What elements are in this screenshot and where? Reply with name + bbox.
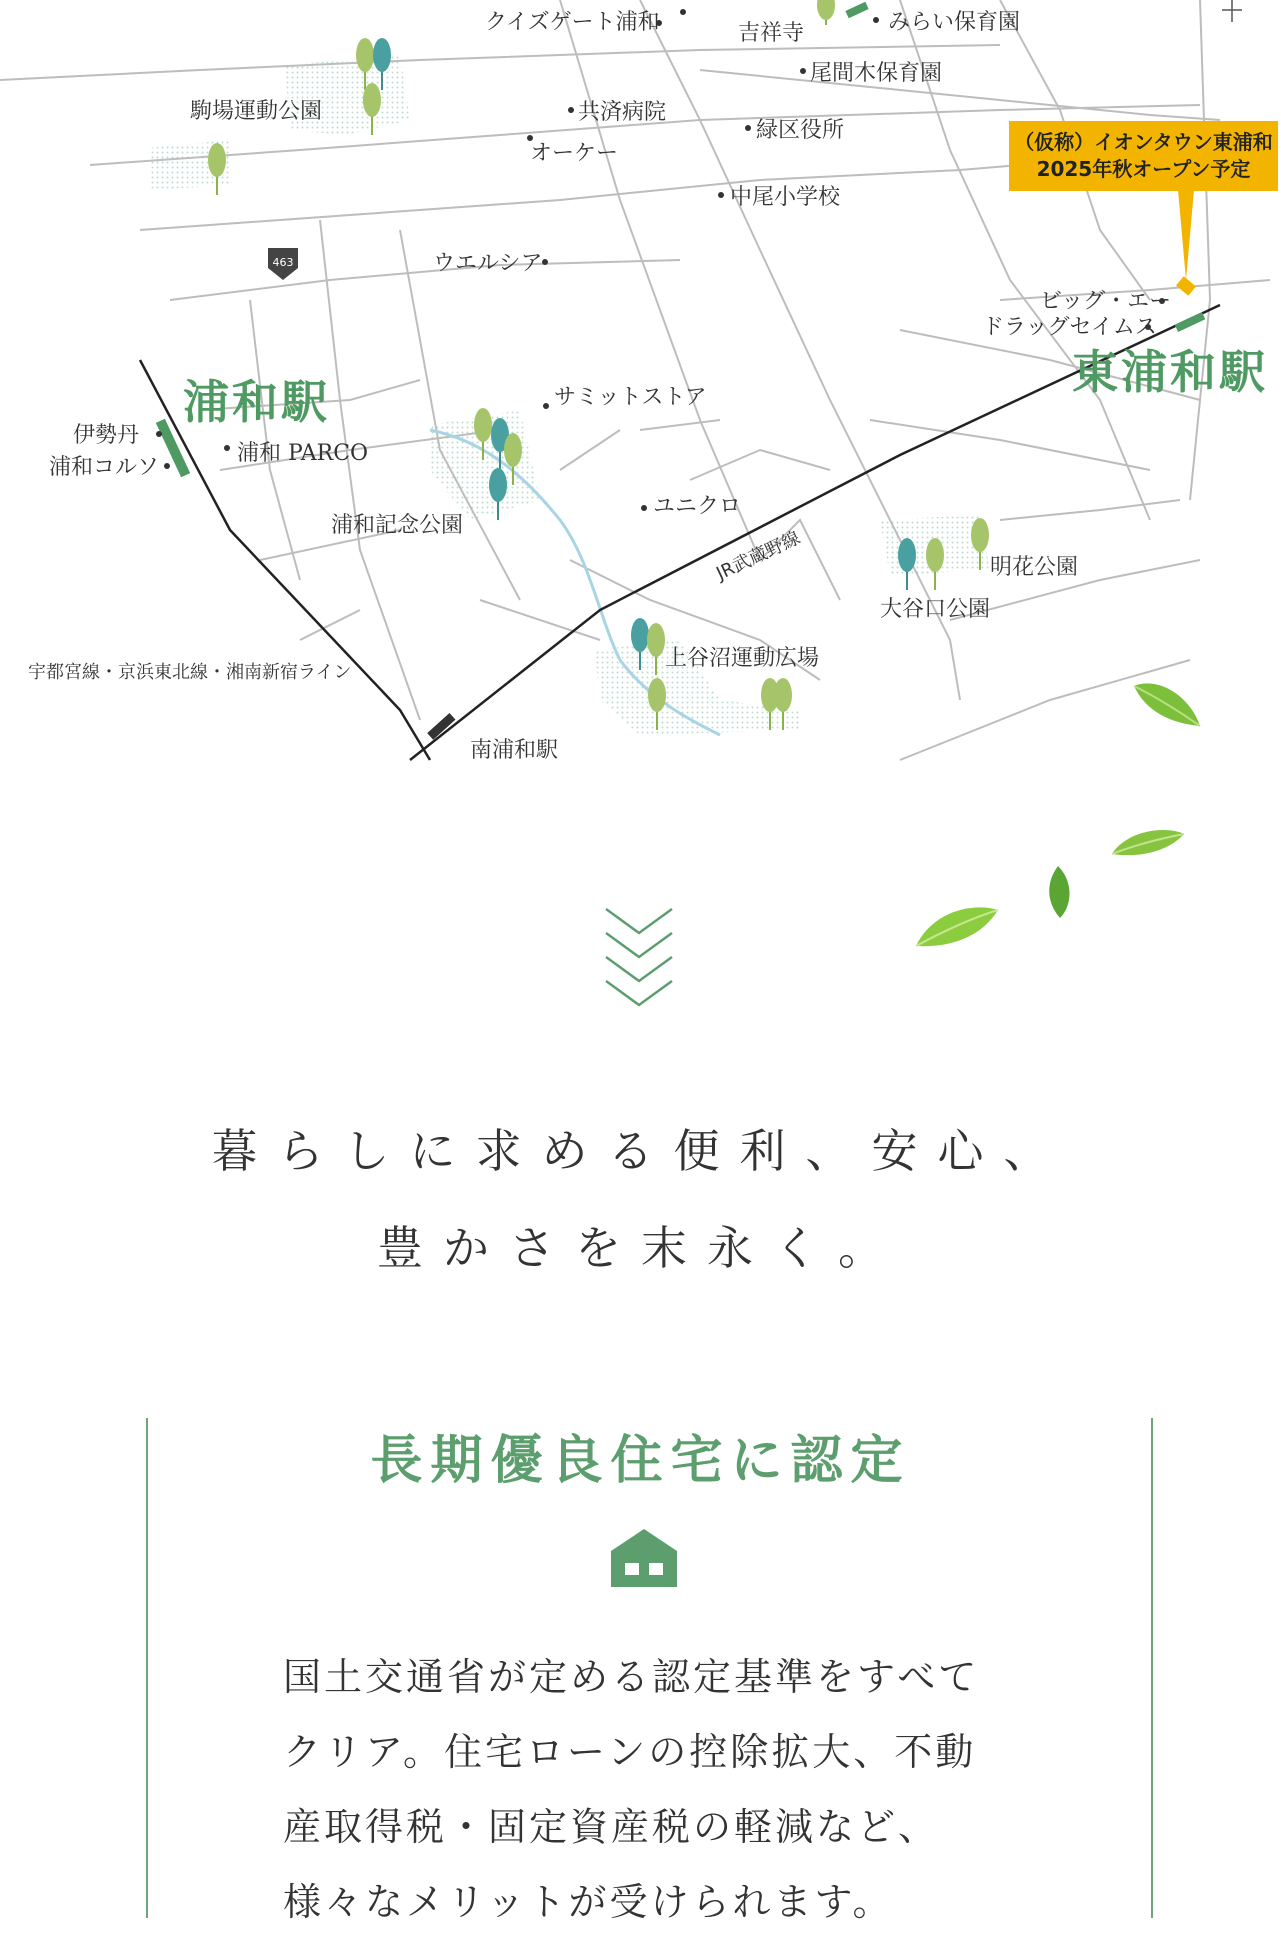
callout-pointer — [1178, 190, 1194, 280]
label-urawa-station: 浦和駅 — [183, 375, 330, 429]
aeon-town-callout — [1009, 121, 1278, 191]
label-utsunomiya-line: 宇都宮線・京浜東北線・湘南新宿ライン — [28, 662, 352, 683]
label-jr-musashino-line: JR武蔵野線 — [713, 527, 804, 585]
label-meika-park: 明花公園 — [990, 555, 1079, 580]
higashi-urawa-station-marker — [1175, 312, 1206, 332]
label-urawa-kinen-park: 浦和記念公園 — [331, 513, 464, 538]
label-big-a: ビッグ・エー — [1040, 289, 1172, 314]
area-map — [0, 0, 1281, 780]
label-mirai-hoikuen: みらい保育園 — [888, 10, 1021, 35]
label-kamiyanuma-field: 上谷沼運動広場 — [665, 646, 820, 671]
label-quiz-gate: クイズゲート浦和 — [485, 10, 660, 35]
leaf-icon — [912, 902, 1002, 952]
chevron-down-icon — [604, 905, 674, 1025]
label-midori-ward-office: 緑区役所 — [756, 118, 845, 143]
leaf-icon — [1038, 862, 1078, 922]
headline-line-1: 暮らしに求める便利、安心、 — [211, 1124, 1070, 1178]
label-higashi-urawa-station: 東浦和駅 — [1072, 345, 1268, 399]
label-komaba-park: 駒場運動公園 — [190, 99, 323, 124]
kisshoji-marker — [845, 2, 868, 19]
tree-icon — [926, 538, 944, 590]
tree-icon — [898, 538, 916, 590]
label-drug-seims: ドラッグセイムス — [982, 315, 1157, 340]
label-nakao-school: 中尾小学校 — [730, 185, 841, 210]
leaf-icon — [1108, 824, 1188, 864]
route-number: 463 — [272, 256, 294, 269]
section-body: 国土交通省が定める認定基準をすべてクリア。住宅ローンの控除拡大、不動産取得税・固定資産税の軽減など、様々なメリットが受けられます。 — [283, 1655, 980, 1924]
label-kyosai-hospital: 共済病院 — [578, 100, 667, 125]
corner-mark — [1222, 0, 1242, 22]
label-minami-urawa-station: 南浦和駅 — [470, 738, 559, 763]
label-ok-store: オーケー — [530, 141, 619, 166]
house-icon — [611, 1527, 677, 1587]
label-isetan: 伊勢丹 — [73, 423, 140, 448]
leaf-icon — [1128, 676, 1208, 736]
label-uniqlo: ユニクロ — [653, 494, 742, 519]
tree-icon — [208, 143, 226, 195]
label-welcia: ウエルシア — [433, 251, 543, 276]
label-urawa-parco: 浦和 PARCO — [237, 441, 369, 466]
headline-line-2: 豊かさを末永く。 — [376, 1221, 905, 1275]
tree-icon — [817, 0, 835, 25]
section-title: 長期優良住宅に認定 — [370, 1430, 911, 1491]
callout-line-2: 2025年秋オープン予定 — [1036, 157, 1251, 181]
label-summit-store: サミットストア — [554, 385, 707, 410]
callout-line-1: （仮称）イオンタウン東浦和 — [1014, 130, 1273, 154]
label-kisshoji: 吉祥寺 — [738, 21, 805, 46]
label-omagi-hoikuen: 尾間木保育園 — [810, 61, 943, 86]
label-oyaguchi-park: 大谷口公園 — [880, 597, 991, 622]
label-urawa-colsoa: 浦和コルソ — [49, 455, 160, 480]
route-463-shield — [268, 248, 298, 280]
